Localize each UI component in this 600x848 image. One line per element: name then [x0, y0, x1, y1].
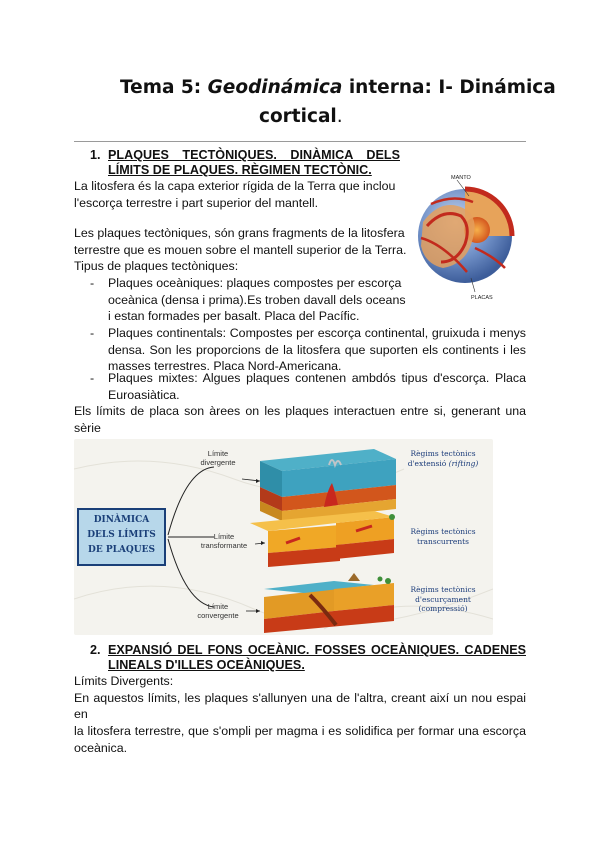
page-title-line2: [259, 106, 343, 127]
regime-italic: (rifting): [448, 458, 479, 468]
bullet-mixed: [90, 370, 526, 403]
limit-transform: [198, 532, 250, 550]
regime-compression: [401, 585, 485, 614]
text-line: oceànica.: [74, 740, 128, 755]
limit-line: Límite: [207, 602, 229, 611]
limit-line: Límite: [213, 532, 235, 541]
text-line: Plaques continentals: Compostes per escorça continental, gruixuda i menys: [108, 326, 526, 340]
section1-para2: [74, 225, 409, 275]
box-line: DINÀMICA: [93, 515, 150, 525]
text-line: Els límits de placa son àrees on les plaques interactuen entre si, generant una sèrie: [74, 404, 526, 435]
regime-line: Règims tectònics: [410, 585, 476, 594]
limit-divergent: [192, 449, 244, 467]
globe-illustration: [413, 168, 523, 306]
bullet-continental: [90, 325, 526, 375]
section1-title-line2: LÍMITS DE PLAQUES. RÈGIMEN TECTÒNIC.: [108, 163, 372, 177]
title-suffix: interna: I- Dinámica: [342, 77, 556, 98]
bullet-dash: -: [90, 276, 95, 290]
section1-title: [108, 148, 400, 178]
title-prefix: Tema 5:: [120, 77, 208, 98]
title-end: .: [336, 106, 343, 127]
limit-line: Límite: [207, 449, 229, 458]
plate-boundaries-diagram: [74, 439, 493, 635]
regime-transcurrent: [401, 527, 485, 546]
section2-body: [74, 673, 526, 757]
regime-line: Règims tectònics: [410, 449, 476, 458]
text-line: oceànica (densa i prima).Es troben davall dels oceans: [108, 292, 406, 307]
text-line: l'escorça terrestre i part superior del mantell.: [74, 195, 319, 210]
text-line: Plaques mixtes: Algues plaques contenen ambdós tipus d'escorça. Placa: [108, 371, 526, 385]
limit-line: convergente: [197, 611, 239, 620]
title-italic: Geodinámica: [207, 77, 343, 98]
text-line: i estan formades per basalt. Placa del Pacífic.: [108, 309, 360, 324]
text-line: masses terrestres. Placa Nord-Americana.: [108, 359, 342, 374]
regime-extension: [401, 449, 485, 468]
text-line: densa. Son les proporcions de la litosfera que suporten els continents i les: [108, 342, 526, 357]
section2-subhead: Límits Divergents:: [74, 674, 174, 688]
limit-line: divergente: [200, 458, 236, 467]
types-intro: Tipus de plaques tectòniques:: [74, 259, 239, 274]
regime-line: (compressió): [418, 604, 468, 613]
limit-convergent: [192, 602, 244, 620]
regime-line: Règims tectònics: [410, 527, 476, 536]
text-line: La litosfera és la capa exterior rígida de la Terra que inclou: [74, 179, 396, 193]
section2-title: [108, 643, 526, 673]
text-line: Plaques oceàniques: plaques compostes per escorça: [108, 276, 402, 290]
text-line: En aquestos límits, les plaques s'allunyen una de l'altra, creant així un nou espai en: [74, 690, 526, 722]
section1-title-line1: PLAQUES TECTÒNIQUES. DINÀMICA DELS: [108, 148, 400, 162]
box-line: DELS LÍMITS: [87, 530, 156, 540]
transform-block: [250, 511, 395, 567]
section2-title-line1: EXPANSIÓ DEL FONS OCEÀNIC. FOSSES OCEÀNIQUES. CADENES: [108, 643, 526, 657]
section2-number: 2.: [90, 643, 101, 657]
box-line: DE PLAQUES: [88, 545, 155, 555]
bullet-dash: -: [90, 371, 95, 385]
title-divider: [74, 141, 526, 142]
globe-label-mantle: MANTO: [451, 175, 471, 181]
text-line: la litosfera terrestre, que s'ompli per magma i es solidifica per formar una escorça: [74, 724, 526, 739]
convergent-block: [264, 573, 394, 633]
section1-number: 1.: [90, 148, 101, 162]
regime-line: d'escurçament: [415, 594, 471, 604]
section1-para1: [74, 178, 409, 211]
divergent-block: [260, 449, 396, 521]
text-line: Les plaques tectòniques, són grans fragments de la litosfera: [74, 226, 405, 240]
bullet-oceanic: [90, 275, 408, 325]
diagram-title-box: [77, 508, 166, 566]
page-title-line1: [120, 77, 556, 98]
section2-title-line2: LINEALS D'ILLES OCEÀNIQUES.: [108, 658, 305, 672]
regime-line: transcurrents: [416, 536, 470, 546]
text-line: terrestre que es mouen sobre el mantell superior de la Terra.: [74, 242, 407, 257]
title-main: cortical: [259, 106, 337, 127]
limit-line: transformante: [200, 541, 248, 550]
globe-label-plates: PLACAS: [471, 295, 493, 301]
regime-line: d'extensió: [407, 458, 447, 468]
bullet-dash: -: [90, 326, 95, 340]
text-line: Euroasiàtica.: [108, 387, 180, 402]
